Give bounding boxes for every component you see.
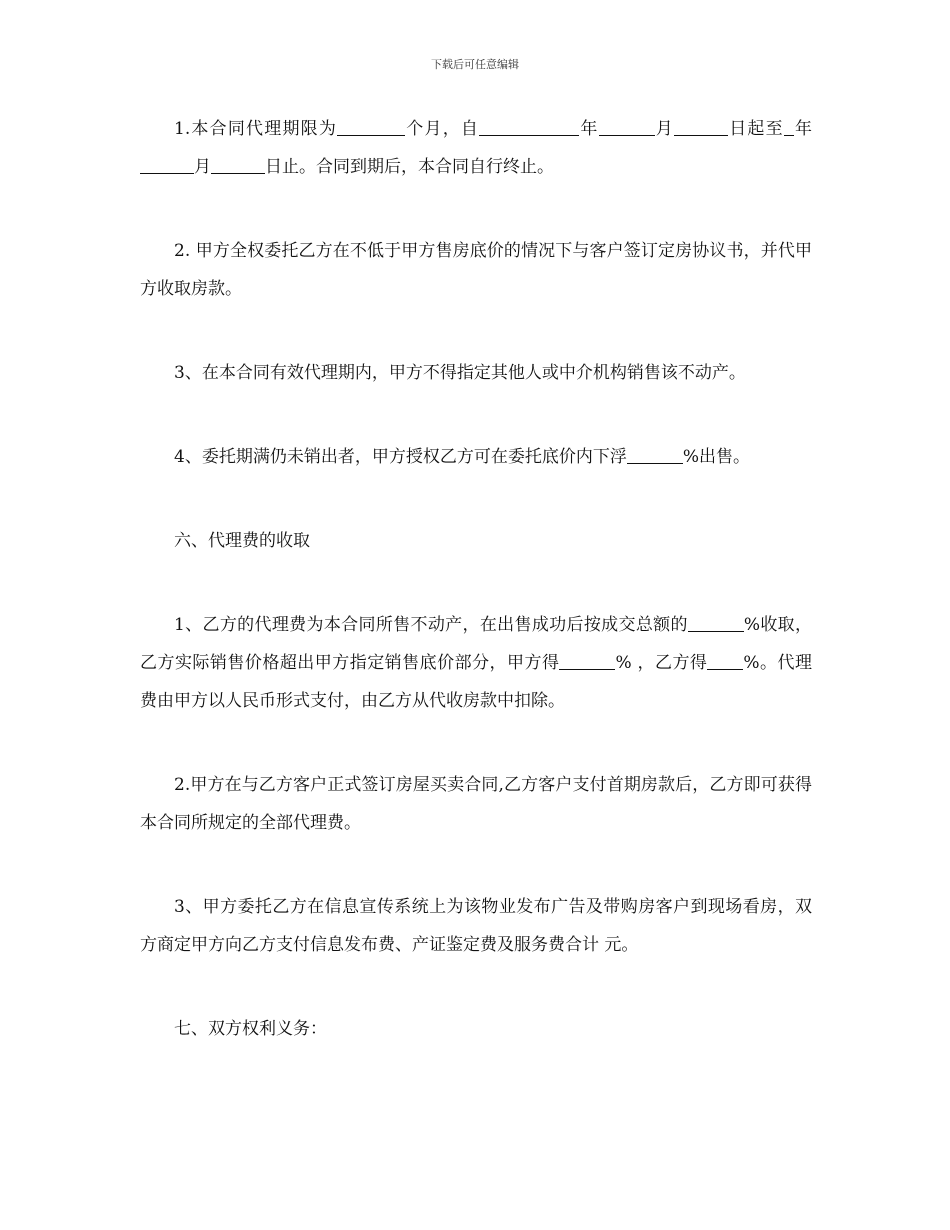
clause-text: 日起至 [727,119,784,139]
clause-advertising-fee: 3、甲方委托乙方在信息宣传系统上为该物业发布广告及带购房客户到现场看房，双方商定甲方向乙方支付信息发布费、产证鉴定费及服务费合计 元。 [140,897,812,955]
clause-text: % ，乙方得 [615,653,708,673]
clause-fee-timing: 2.甲方在与乙方客户正式签订房屋买卖合同,乙方客户支付首期房款后，乙方即可获得本合同所规定的全部代理费。 [140,775,812,833]
clause-text: 个月，自 [405,119,480,139]
clause-text: 1.本合同代理期限为 [174,119,338,139]
clause-text: 年 [579,119,599,139]
blank-float-percent [627,445,683,464]
document-body [140,110,812,1094]
blank-end-year [784,117,794,136]
blank-months [337,117,405,136]
clause-agency-fee [140,606,812,720]
clause-text: 月 [654,119,674,139]
blank-start-day [674,117,728,136]
blank-fee-percent [688,613,744,632]
clause-text: %。代理费由甲方以人民币形式支付，由乙方从代收房款中扣除。 [140,653,813,711]
blank-party-a-percent [559,651,615,670]
clause-text: 1、乙方的代理费为本合同所售不动产，在出售成功后按成交总额的 [174,615,688,635]
clause-authorization: 2. 甲方全权委托乙方在不低于甲方售房底价的情况下与客户签订定房协议书，并代甲方收取房款。 [140,241,812,299]
page-header: 下载后可任意编辑 [431,58,519,71]
blank-party-b-percent [707,651,743,670]
section-heading-rights: 七、双方权利义务： [174,1019,327,1039]
clause-term-period [140,110,812,186]
blank-start-year [479,117,579,136]
clause-text: %出售。 [682,447,750,467]
section-heading-fee: 六、代理费的收取 [174,531,310,551]
clause-exclusivity: 3、在本合同有效代理期内，甲方不得指定其他人或中介机构销售该不动产。 [174,363,746,383]
clause-text: %收取，乙方实际销售价格超出甲方指定销售底价部分，甲方得 [140,615,812,673]
clause-text: 4、委托期满仍未销出者，甲方授权乙方可在委托底价内下浮 [174,447,627,467]
clause-text: 月 [194,157,211,177]
blank-end-day [211,155,265,174]
blank-start-month [599,117,655,136]
clause-text: 年 [793,119,813,139]
clause-text: 日止。合同到期后，本合同自行终止。 [265,157,554,177]
clause-price-float [140,438,812,476]
blank-end-month [140,155,194,174]
